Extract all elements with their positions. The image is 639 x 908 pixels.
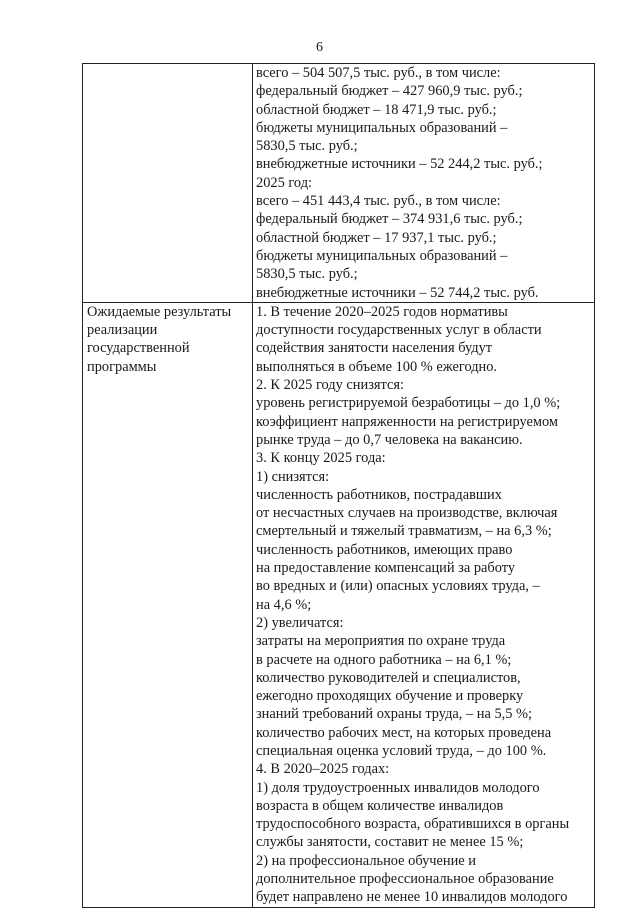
results-line: от несчастных случаев на производстве, включая: [256, 505, 558, 522]
results-line: численность работников, пострадавших: [256, 486, 502, 503]
results-line: коэффициент напряженности на регистрируемом: [256, 413, 559, 430]
results-line: в расчете на одного работника – на 6,1 %;: [256, 651, 512, 668]
funding-label-cell: [83, 64, 253, 303]
results-label-line: Ожидаемые результаты: [87, 303, 232, 320]
results-line: 1) доля трудоустроенных инвалидов молодого: [256, 779, 540, 796]
funding-line: внебюджетные источники – 52 244,2 тыс. руб.;: [256, 156, 543, 173]
results-line: трудоспособного возраста, обратившихся в органы: [256, 816, 570, 833]
results-line: на 4,6 %;: [256, 596, 312, 613]
results-line: 1) снизятся:: [256, 468, 330, 485]
page-number: 6: [316, 40, 323, 55]
funding-line: всего – 504 507,5 тыс. руб., в том числе:: [256, 65, 501, 81]
results-line: смертельный и тяжелый травматизм, – на 6,3 %;: [256, 523, 552, 540]
results-line: будет направлено не менее 10 инвалидов молодого: [256, 889, 568, 906]
results-line: возраста в общем количестве инвалидов: [256, 797, 504, 814]
results-line: содействия занятости населения будут: [256, 340, 493, 357]
results-line: 2) увеличатся:: [256, 614, 344, 631]
funding-line: бюджеты муниципальных образований –: [256, 119, 508, 136]
funding-line: бюджеты муниципальных образований –: [256, 247, 508, 264]
results-line: во вредных и (или) опасных условиях труда, –: [256, 578, 540, 595]
results-line: количество руководителей и специалистов,: [256, 669, 521, 686]
results-label-line: реализации: [87, 322, 158, 339]
results-line: 2. К 2025 году снизятся:: [256, 377, 404, 394]
results-line: затраты на мероприятия по охране труда: [256, 633, 506, 650]
results-line: численность работников, имеющих право: [256, 541, 513, 558]
program-passport-table: [82, 63, 595, 908]
results-label-line: государственной: [87, 340, 190, 357]
results-line: уровень регистрируемой безработицы – до 1,0 %;: [256, 395, 561, 412]
results-line: службы занятости, составит не менее 15 %;: [256, 834, 524, 851]
results-content-cell: [253, 302, 595, 907]
funding-line: 5830,5 тыс. руб.;: [256, 266, 358, 283]
results-line: дополнительное профессиональное образование: [256, 871, 554, 888]
results-line: выполняться в объеме 100 % ежегодно.: [256, 358, 498, 375]
table-row-funding: [83, 64, 595, 303]
funding-line: областной бюджет – 18 471,9 тыс. руб.;: [256, 101, 497, 118]
funding-line: всего – 451 443,4 тыс. руб., в том числе:: [256, 193, 501, 210]
funding-content-cell: [253, 64, 595, 303]
results-line: доступности государственных услуг в области: [256, 322, 542, 339]
results-line: знаний требований охраны труда, – на 5,5 %;: [256, 706, 533, 723]
funding-line: федеральный бюджет – 427 960,9 тыс. руб.;: [256, 83, 523, 100]
results-label-cell: [83, 302, 253, 907]
funding-line: областной бюджет – 17 937,1 тыс. руб.;: [256, 229, 497, 246]
results-line: 3. К концу 2025 года:: [256, 450, 386, 467]
results-line: ежегодно проходящих обучение и проверку: [256, 688, 524, 705]
results-line: количество рабочих мест, на которых проведена: [256, 724, 552, 741]
funding-line: федеральный бюджет – 374 931,6 тыс. руб.;: [256, 211, 523, 228]
funding-line: 5830,5 тыс. руб.;: [256, 138, 358, 155]
results-line: рынке труда – до 0,7 человека на вакансию.: [256, 431, 523, 448]
table-row-expected-results: [83, 302, 595, 907]
results-line: 2) на профессиональное обучение и: [256, 852, 476, 869]
funding-line: внебюджетные источники – 52 744,2 тыс. руб.: [256, 284, 539, 301]
results-line: 1. В течение 2020–2025 годов нормативы: [256, 303, 508, 320]
funding-line: 2025 год:: [256, 174, 313, 191]
results-line: на предоставление компенсаций за работу: [256, 560, 516, 577]
results-label-line: программы: [87, 358, 157, 375]
results-line: 4. В 2020–2025 годах:: [256, 761, 390, 778]
results-line: специальная оценка условий труда, – до 100 %.: [256, 742, 547, 759]
